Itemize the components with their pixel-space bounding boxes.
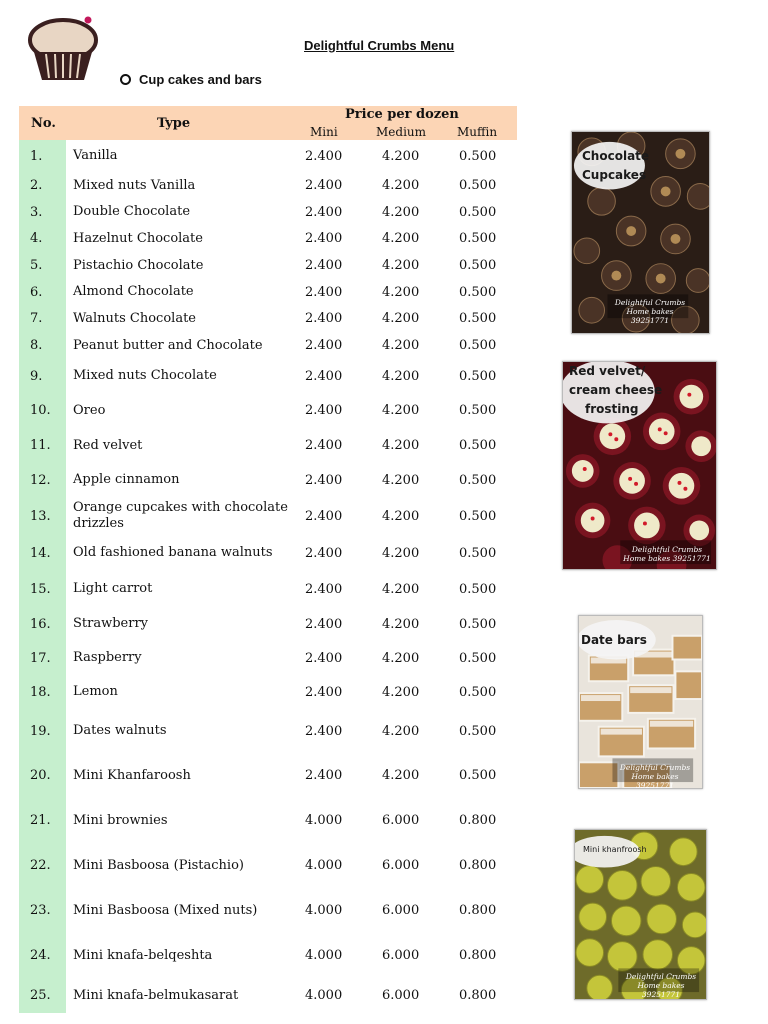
header-muffin: Muffin bbox=[457, 125, 498, 139]
table-row bbox=[19, 978, 517, 1013]
row-number: 10. bbox=[19, 393, 66, 428]
watermark-line: Delightful Crumbs bbox=[619, 763, 691, 772]
table-row bbox=[19, 798, 517, 843]
row-price-medium: 4.200 bbox=[382, 368, 420, 384]
row-price-medium: 4.200 bbox=[382, 472, 420, 488]
table-row bbox=[19, 359, 517, 393]
row-type: Orange cupcakes with chocolate drizzles bbox=[73, 500, 288, 531]
row-price-muffin: 0.800 bbox=[459, 813, 497, 828]
row-price-medium: 6.000 bbox=[382, 813, 420, 828]
row-number: 16. bbox=[19, 607, 66, 641]
table-row bbox=[19, 393, 517, 428]
row-price-mini: 4.000 bbox=[305, 813, 343, 828]
row-type: Vanilla bbox=[73, 148, 118, 163]
photo-watermark bbox=[621, 972, 701, 999]
row-price-mini: 4.000 bbox=[305, 948, 343, 963]
photo-label-line: Mini khanfroosh bbox=[583, 845, 647, 854]
row-type: Old fashioned banana walnuts bbox=[73, 545, 273, 560]
row-price-mini: 2.400 bbox=[305, 338, 343, 353]
row-type: Oreo bbox=[73, 402, 106, 418]
table-row bbox=[19, 428, 517, 463]
row-price-medium: 4.200 bbox=[382, 768, 420, 783]
row-type: Mini brownies bbox=[73, 812, 168, 828]
row-number: 19. bbox=[19, 709, 66, 753]
row-price-muffin: 0.500 bbox=[459, 258, 497, 273]
row-type: Mini Basboosa (Mixed nuts) bbox=[73, 902, 258, 918]
row-price-mini: 2.400 bbox=[305, 438, 343, 453]
table-row bbox=[19, 675, 517, 709]
photo-label bbox=[581, 631, 647, 650]
photo-label bbox=[583, 845, 647, 855]
row-type: Lemon bbox=[73, 684, 118, 699]
row-price-mini: 2.400 bbox=[305, 684, 343, 700]
photo-label bbox=[569, 362, 662, 419]
row-type: Pistachio Chocolate bbox=[73, 257, 204, 273]
row-number: 1. bbox=[19, 140, 66, 172]
table-row bbox=[19, 888, 517, 933]
table-row bbox=[19, 252, 517, 279]
row-price-muffin: 0.500 bbox=[459, 403, 497, 418]
header-price-per-dozen: Price per dozen bbox=[345, 107, 459, 122]
row-number: 23. bbox=[19, 888, 66, 933]
row-price-medium: 4.200 bbox=[382, 581, 420, 597]
row-price-muffin: 0.500 bbox=[459, 438, 497, 453]
row-price-muffin: 0.800 bbox=[459, 988, 497, 1003]
row-price-mini: 2.400 bbox=[305, 581, 343, 597]
photo-mini-khanfroosh bbox=[574, 829, 707, 1000]
row-number: 13. bbox=[19, 497, 66, 535]
table-row bbox=[19, 933, 517, 978]
row-number: 3. bbox=[19, 199, 66, 225]
row-number: 20. bbox=[19, 753, 66, 798]
table-row bbox=[19, 843, 517, 888]
photo-label-line: Chocolate bbox=[582, 149, 650, 163]
price-table bbox=[19, 106, 517, 1013]
photo-label-line: Red velvet/ bbox=[569, 364, 646, 378]
row-price-mini: 2.400 bbox=[305, 284, 343, 300]
row-price-mini: 2.400 bbox=[305, 723, 343, 739]
table-row bbox=[19, 332, 517, 359]
watermark-line: Home bakes 39251771 bbox=[631, 772, 679, 789]
row-price-muffin: 0.500 bbox=[459, 284, 497, 300]
row-price-mini: 2.400 bbox=[305, 178, 343, 193]
menu-title: Delightful Crumbs Menu bbox=[304, 38, 455, 53]
row-price-mini: 2.400 bbox=[305, 311, 343, 326]
row-number: 22. bbox=[19, 843, 66, 888]
watermark-line: Home bakes 39251771 bbox=[637, 981, 685, 999]
row-price-muffin: 0.500 bbox=[459, 616, 497, 632]
row-price-muffin: 0.800 bbox=[459, 858, 497, 873]
photo-watermark bbox=[615, 763, 695, 789]
row-price-medium: 4.200 bbox=[382, 258, 420, 273]
row-price-muffin: 0.500 bbox=[459, 472, 497, 488]
row-price-mini: 2.400 bbox=[305, 768, 343, 783]
row-type: Mini Basboosa (Pistachio) bbox=[73, 857, 244, 873]
row-type: Dates walnuts bbox=[73, 723, 167, 738]
watermark-line: Delightful Crumbs bbox=[614, 298, 686, 307]
row-price-muffin: 0.500 bbox=[459, 545, 497, 561]
row-price-muffin: 0.800 bbox=[459, 948, 497, 963]
table-row bbox=[19, 140, 517, 172]
row-number: 25. bbox=[19, 978, 66, 1013]
row-price-muffin: 0.500 bbox=[459, 581, 497, 597]
watermark-line: Delightful Crumbs bbox=[631, 545, 703, 554]
row-type: Light carrot bbox=[73, 581, 153, 596]
row-price-muffin: 0.500 bbox=[459, 178, 497, 193]
row-price-medium: 4.200 bbox=[382, 148, 420, 164]
photo-label-line: Cupcakes bbox=[582, 168, 647, 182]
row-type: Apple cinnamon bbox=[73, 472, 180, 487]
row-type: Peanut butter and Chocolate bbox=[73, 337, 263, 353]
row-price-mini: 4.000 bbox=[305, 903, 343, 918]
row-price-muffin: 0.500 bbox=[459, 768, 497, 783]
photo-label-line: Date bars bbox=[581, 633, 647, 647]
row-number: 15. bbox=[19, 571, 66, 607]
row-price-mini: 2.400 bbox=[305, 368, 343, 384]
row-price-mini: 2.400 bbox=[305, 403, 343, 418]
row-number: 9. bbox=[19, 359, 66, 393]
row-number: 12. bbox=[19, 463, 66, 497]
row-type: Mixed nuts Vanilla bbox=[73, 177, 196, 193]
header-mini: Mini bbox=[310, 125, 338, 139]
row-price-medium: 4.200 bbox=[382, 178, 420, 193]
row-type: Raspberry bbox=[73, 650, 142, 665]
photo-watermark bbox=[610, 298, 690, 325]
row-price-mini: 2.400 bbox=[305, 616, 343, 632]
table-row bbox=[19, 199, 517, 225]
photo-red-velvet bbox=[562, 361, 717, 570]
table-row bbox=[19, 709, 517, 753]
photo-date-bars bbox=[578, 615, 703, 789]
row-price-muffin: 0.500 bbox=[459, 148, 497, 164]
table-body bbox=[19, 140, 517, 1013]
row-type: Red velvet bbox=[73, 437, 143, 453]
table-row bbox=[19, 305, 517, 332]
table-row bbox=[19, 497, 517, 535]
row-type: Strawberry bbox=[73, 616, 149, 631]
row-price-muffin: 0.800 bbox=[459, 903, 497, 918]
watermark-line: Home bakes 39251771 bbox=[623, 554, 711, 563]
row-number: 5. bbox=[19, 252, 66, 279]
photo-watermark bbox=[623, 545, 711, 563]
row-price-mini: 2.400 bbox=[305, 472, 343, 488]
row-price-muffin: 0.500 bbox=[459, 338, 497, 353]
row-price-medium: 4.200 bbox=[382, 311, 420, 326]
row-number: 24. bbox=[19, 933, 66, 978]
bullet-circle-icon bbox=[120, 74, 131, 85]
table-header bbox=[19, 106, 517, 140]
row-number: 11. bbox=[19, 428, 66, 463]
row-price-mini: 2.400 bbox=[305, 258, 343, 273]
header-medium: Medium bbox=[376, 125, 427, 139]
row-type: Hazelnut Chocolate bbox=[73, 230, 203, 246]
row-type: Walnuts Chocolate bbox=[73, 310, 196, 326]
table-row bbox=[19, 172, 517, 199]
table-row bbox=[19, 571, 517, 607]
row-type: Mini knafa-belqeshta bbox=[73, 947, 213, 963]
row-price-muffin: 0.500 bbox=[459, 231, 497, 246]
table-row bbox=[19, 753, 517, 798]
row-number: 14. bbox=[19, 535, 66, 571]
row-price-mini: 2.400 bbox=[305, 508, 343, 524]
table-row bbox=[19, 225, 517, 252]
row-price-muffin: 0.500 bbox=[459, 650, 497, 666]
row-type: Almond Chocolate bbox=[73, 284, 194, 299]
row-price-medium: 4.200 bbox=[382, 684, 420, 700]
section-heading-text: Cup cakes and bars bbox=[139, 72, 262, 87]
photo-chocolate-cupcakes bbox=[571, 131, 710, 334]
table-row bbox=[19, 641, 517, 675]
row-price-medium: 4.200 bbox=[382, 438, 420, 453]
row-price-medium: 4.200 bbox=[382, 616, 420, 632]
row-price-muffin: 0.500 bbox=[459, 311, 497, 326]
row-type: Mixed nuts Chocolate bbox=[73, 368, 217, 383]
row-price-medium: 4.200 bbox=[382, 231, 420, 246]
row-price-medium: 4.200 bbox=[382, 650, 420, 666]
photo-label-line: frosting bbox=[585, 402, 639, 416]
row-price-muffin: 0.500 bbox=[459, 723, 497, 739]
row-type: Double Chocolate bbox=[73, 204, 191, 219]
row-price-muffin: 0.500 bbox=[459, 508, 497, 524]
logo bbox=[18, 8, 108, 96]
row-type: Mini Khanfaroosh bbox=[73, 767, 191, 783]
header-no: No. bbox=[31, 116, 56, 131]
row-price-muffin: 0.500 bbox=[459, 204, 497, 220]
row-price-mini: 2.400 bbox=[305, 231, 343, 246]
watermark-line: Delightful Crumbs bbox=[625, 972, 697, 981]
row-number: 17. bbox=[19, 641, 66, 675]
row-price-mini: 4.000 bbox=[305, 988, 343, 1003]
header-type: Type bbox=[157, 116, 191, 131]
row-number: 6. bbox=[19, 279, 66, 305]
table-row bbox=[19, 607, 517, 641]
table-row bbox=[19, 279, 517, 305]
row-price-medium: 4.200 bbox=[382, 338, 420, 353]
row-price-muffin: 0.500 bbox=[459, 684, 497, 700]
row-price-mini: 2.400 bbox=[305, 204, 343, 220]
row-price-medium: 4.200 bbox=[382, 723, 420, 739]
row-price-mini: 4.000 bbox=[305, 858, 343, 873]
table-row bbox=[19, 463, 517, 497]
row-number: 2. bbox=[19, 172, 66, 199]
row-price-medium: 4.200 bbox=[382, 284, 420, 300]
row-price-medium: 4.200 bbox=[382, 403, 420, 418]
table-row bbox=[19, 535, 517, 571]
row-price-medium: 6.000 bbox=[382, 988, 420, 1003]
row-price-medium: 6.000 bbox=[382, 948, 420, 963]
photo-label-line: cream cheese bbox=[569, 383, 663, 397]
row-number: 18. bbox=[19, 675, 66, 709]
row-price-medium: 4.200 bbox=[382, 545, 420, 561]
cupcake-logo-icon bbox=[18, 8, 108, 96]
watermark-line: Home bakes 39251771 bbox=[626, 307, 674, 325]
row-number: 7. bbox=[19, 305, 66, 332]
row-price-mini: 2.400 bbox=[305, 650, 343, 666]
row-number: 4. bbox=[19, 225, 66, 252]
row-price-medium: 6.000 bbox=[382, 858, 420, 873]
row-number: 21. bbox=[19, 798, 66, 843]
row-price-medium: 6.000 bbox=[382, 903, 420, 918]
section-heading bbox=[120, 72, 262, 87]
row-price-muffin: 0.500 bbox=[459, 368, 497, 384]
row-price-medium: 4.200 bbox=[382, 204, 420, 220]
row-type: Mini knafa-belmukasarat bbox=[73, 987, 239, 1003]
row-price-mini: 2.400 bbox=[305, 545, 343, 561]
row-price-mini: 2.400 bbox=[305, 148, 343, 164]
photo-label bbox=[582, 147, 649, 185]
row-number: 8. bbox=[19, 332, 66, 359]
row-price-medium: 4.200 bbox=[382, 508, 420, 524]
